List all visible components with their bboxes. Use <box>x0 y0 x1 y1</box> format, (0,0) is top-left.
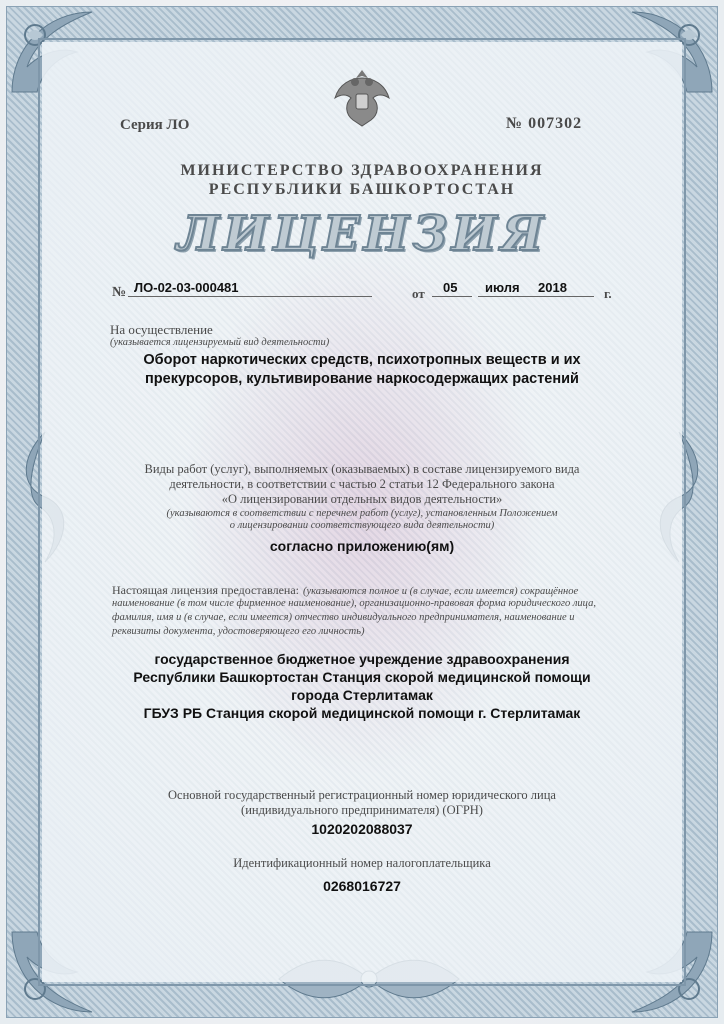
activity-value-line1: Оборот наркотических средств, психотропных веществ и их <box>143 352 581 368</box>
activity-label: На осуществление <box>110 322 213 337</box>
activity-value-line2: прекурсоров, культивирование наркосодержащих растений <box>145 371 579 387</box>
date-year-suffix: г. <box>604 286 612 301</box>
works-label-line1: Виды работ (услуг), выполняемых (оказываемых) в составе лицензируемого вида <box>144 462 580 476</box>
form-number: № 007302 <box>506 115 583 132</box>
holder-label-block <box>112 582 632 599</box>
works-label-line2: деятельности, в соответствии с частью 2 статьи 12 Федерального закона <box>169 477 555 491</box>
series-label: Серия ЛО <box>120 117 190 133</box>
holder-hint-line4: реквизиты документа, удостоверяющего его личность) <box>112 626 365 637</box>
works-hint-line1: (указываются в соответствии с перечнем работ (услуг), установленным Положением <box>166 508 558 519</box>
holder-label: Настоящая лицензия предоставлена: <box>112 583 299 597</box>
ogrn-label-line1: Основной государственный регистрационный номер юридического лица <box>168 788 556 802</box>
holder-hint-line1: (указываются полное и (в случае, если имеется) сокращённое <box>302 586 579 597</box>
holder-value-line3: города Стерлитамак <box>291 687 433 703</box>
holder-value-line4: ГБУЗ РБ Станция скорой медицинской помощи г. Стерлитамак <box>143 705 581 721</box>
holder-value-line1: государственное бюджетное учреждение здравоохранения <box>154 651 570 667</box>
works-value: согласно приложению(ям) <box>269 538 455 554</box>
holder-hint-line2: наименование (в том числе фирменное наименование), организационно-правовая форма юридического лица, <box>112 598 596 609</box>
activity-hint: (указывается лицензируемый вид деятельности) <box>110 337 330 348</box>
works-hint-line2: о лицензировании соответствующего вида деятельности) <box>229 520 495 531</box>
works-label-line3: «О лицензировании отдельных видов деятельности» <box>221 492 503 506</box>
inn-value: 0268016727 <box>323 878 401 894</box>
ministry-title-line2: РЕСПУБЛИКИ БАШКОРТОСТАН <box>208 181 516 198</box>
inn-label: Идентификационный номер налогоплательщика <box>233 856 491 870</box>
document-title: ЛИЦЕНЗИЯ <box>176 206 548 262</box>
date-year-value: 2018 <box>538 280 567 295</box>
ogrn-label-line2: (индивидуального предпринимателя) (ОГРН) <box>241 803 483 817</box>
holder-hint-line3: фамилия, имя и (в случае, если имеется) отчество индивидуального предпринимателя, наименование и <box>112 612 575 623</box>
coat-of-arms-icon <box>331 64 393 130</box>
date-from-label: от <box>412 286 425 301</box>
reg-number-label: № <box>112 285 127 300</box>
ogrn-value: 1020202088037 <box>311 821 413 837</box>
date-month-value: июля <box>485 280 520 295</box>
reg-number-value: ЛО-02-03-000481 <box>134 280 239 295</box>
ministry-title-line1: МИНИСТЕРСТВО ЗДРАВООХРАНЕНИЯ <box>180 162 544 179</box>
holder-value-line2: Республики Башкортостан Станция скорой медицинской помощи <box>133 669 591 685</box>
date-day-value: 05 <box>443 280 458 295</box>
